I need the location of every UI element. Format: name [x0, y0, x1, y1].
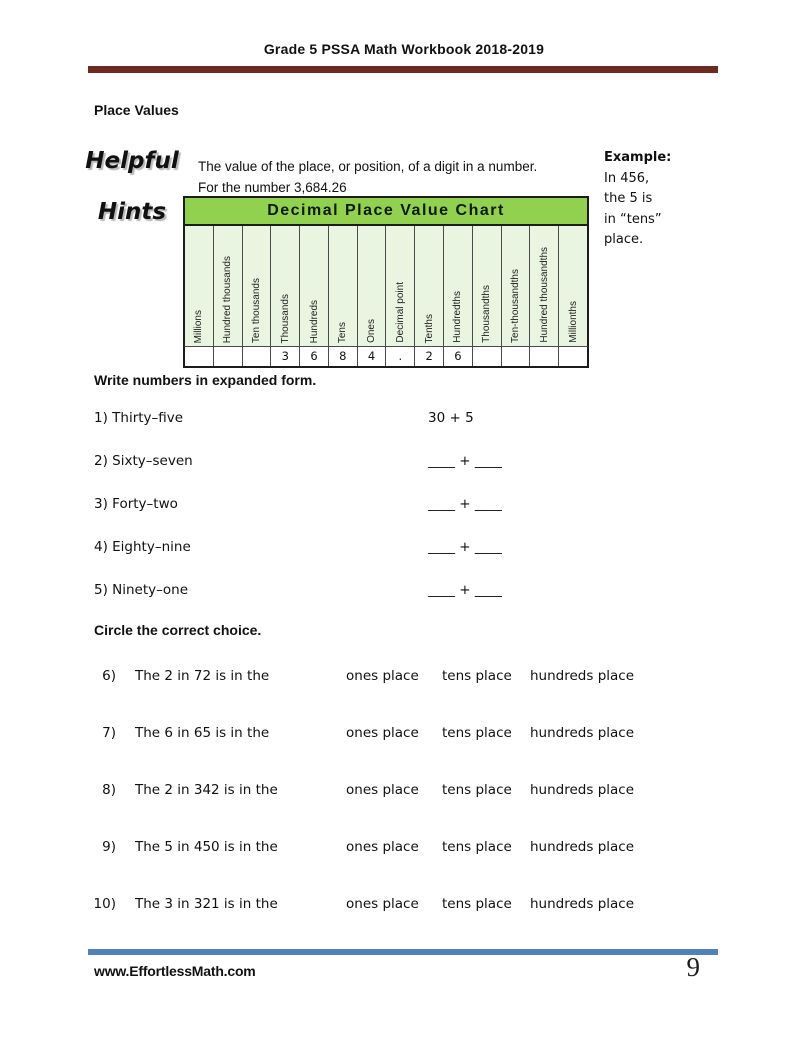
item-answer-blank: ____ + ____: [428, 496, 502, 512]
chart-column-header-cell: [243, 226, 272, 346]
chart-column-header-cell: [444, 226, 473, 346]
item-label: Thirty–five: [112, 410, 184, 426]
chart-digit-cell: .: [386, 347, 415, 366]
expanded-form-item: [94, 496, 502, 512]
chart-column-header-cell: [300, 226, 329, 346]
choice-tens-place: tens place: [442, 668, 512, 684]
expanded-form-item: [94, 539, 502, 555]
circle-choice-item: [92, 725, 635, 742]
chart-column-header-cell: [473, 226, 502, 346]
expanded-form-item: [94, 410, 474, 426]
chart-column-label: Hundredths: [452, 291, 464, 343]
choice-ones-place: ones place: [346, 782, 419, 798]
place-value-chart: [183, 196, 589, 368]
chart-column-label: Tenths: [423, 313, 435, 343]
question-text: The 6 in 65 is in the: [135, 725, 270, 741]
circle-choice-item: [92, 782, 635, 799]
chart-digit-cell: [243, 347, 272, 366]
question-text: The 2 in 342 is in the: [135, 782, 278, 798]
chart-digit-cell: [185, 347, 214, 366]
page-header-title: Grade 5 PSSA Math Workbook 2018-2019: [263, 41, 545, 57]
chart-column-label: Hundred thousandths: [538, 247, 550, 343]
expanded-form-heading: Write numbers in expanded form.: [94, 372, 317, 388]
example-line: the 5 is: [604, 191, 653, 206]
item-label: Eighty–nine: [112, 539, 191, 555]
chart-column-label: Thousands: [279, 293, 291, 343]
item-number: 2): [94, 453, 108, 469]
page-number: 9: [686, 952, 700, 982]
chart-digit-cell: 4: [358, 347, 387, 366]
chart-digit-cell: [473, 347, 502, 366]
chart-digit-cell: 2: [415, 347, 444, 366]
choice-tens-place: tens place: [442, 896, 512, 912]
choice-ones-place: ones place: [346, 839, 419, 855]
chart-digit-cell: 3: [271, 347, 300, 366]
example-line: place.: [604, 232, 644, 247]
chart-column-header-cell: [271, 226, 300, 346]
header-rule: [88, 66, 718, 73]
choice-ones-place: ones place: [346, 896, 419, 912]
chart-column-header-cell: [386, 226, 415, 346]
item-number: 5): [94, 582, 108, 598]
item-label: Ninety–one: [112, 582, 189, 598]
expanded-form-list: [94, 410, 502, 598]
example-box: [604, 148, 744, 251]
chart-column-label: Thousandths: [481, 285, 493, 343]
example-line: in “tens”: [604, 211, 662, 227]
item-label: Forty–two: [112, 496, 178, 512]
place-value-chart-title: Decimal Place Value Chart: [183, 196, 589, 226]
chart-column-label: Millions: [193, 309, 205, 343]
question-text: The 3 in 321 is in the: [135, 896, 278, 912]
circle-choice-item: [92, 896, 635, 913]
chart-column-label: Tens: [337, 321, 349, 343]
hint-intro-text: [198, 156, 537, 198]
choice-hundreds-place: hundreds place: [530, 668, 635, 684]
chart-values-row: [183, 346, 589, 368]
item-answer-blank: ____ + ____: [428, 539, 502, 555]
hint-intro-line2: For the number 3,684.26: [198, 180, 347, 195]
question-number: 8): [102, 782, 116, 798]
chart-column-header-cell: [559, 226, 587, 346]
question-number: 6): [102, 668, 116, 684]
item-answer-blank: ____ + ____: [428, 582, 502, 598]
item-answer-blank: 30 + 5: [428, 410, 474, 426]
choice-hundreds-place: hundreds place: [530, 839, 635, 855]
circle-choice-heading: Circle the correct choice.: [94, 622, 262, 638]
chart-column-header-cell: [415, 226, 444, 346]
choice-tens-place: tens place: [442, 839, 512, 855]
chart-column-header-cell: [530, 226, 559, 346]
chart-column-label: Hundred thousands: [222, 255, 234, 343]
item-number: 1): [94, 410, 108, 426]
expanded-form-item: [94, 453, 502, 469]
chart-digit-cell: [530, 347, 559, 366]
circle-choice-list: [92, 668, 635, 953]
chart-column-label: Millionths: [567, 301, 579, 343]
chart-digit-cell: [559, 347, 587, 366]
example-line: In 456,: [604, 170, 650, 186]
chart-digit-cell: [502, 347, 531, 366]
choice-hundreds-place: hundreds place: [530, 782, 635, 798]
footer-website: www.EffortlessMath.com: [94, 963, 256, 979]
helpful-hints-label-line1: Helpful: [85, 148, 179, 174]
choice-hundreds-place: hundreds place: [530, 896, 635, 912]
question-text: The 5 in 450 is in the: [135, 839, 278, 855]
circle-choice-item: [92, 668, 635, 685]
question-number: 9): [102, 839, 116, 855]
item-answer-blank: ____ + ____: [428, 453, 502, 469]
circle-choice-item: [92, 839, 635, 856]
choice-ones-place: ones place: [346, 725, 419, 741]
question-number: 10): [93, 896, 116, 912]
choice-ones-place: ones place: [346, 668, 419, 684]
choice-tens-place: tens place: [442, 725, 512, 741]
chart-column-header-cell: [185, 226, 214, 346]
chart-column-label: Ten-thousandths: [509, 269, 521, 343]
question-number: 7): [102, 725, 116, 741]
item-label: Sixty–seven: [112, 453, 193, 469]
chart-columns: [183, 226, 589, 346]
chart-column-label: Ones: [366, 319, 378, 343]
chart-digit-cell: 6: [444, 347, 473, 366]
chart-column-header-cell: [214, 226, 243, 346]
chart-column-header-cell: [358, 226, 387, 346]
chart-digit-cell: 6: [300, 347, 329, 366]
chart-column-header-cell: [329, 226, 358, 346]
chart-digit-cell: [214, 347, 243, 366]
item-number: 3): [94, 496, 108, 512]
choice-hundreds-place: hundreds place: [530, 725, 635, 741]
choice-tens-place: tens place: [442, 782, 512, 798]
chart-column-header-cell: [502, 226, 531, 346]
section-title: Place Values: [94, 102, 179, 118]
item-number: 4): [94, 539, 108, 555]
hint-intro-line1: The value of the place, or position, of a digit in a number.: [198, 159, 538, 174]
footer-rule: [88, 949, 718, 955]
helpful-hints-label-line2: Hints: [97, 199, 167, 225]
chart-column-label: Hundreds: [308, 299, 320, 343]
chart-digit-cell: 8: [329, 347, 358, 366]
chart-column-label: Ten thousands: [250, 277, 262, 343]
expanded-form-item: [94, 582, 502, 598]
chart-column-label: Decimal point: [394, 282, 406, 343]
question-text: The 2 in 72 is in the: [135, 668, 270, 684]
example-title: Example:: [604, 150, 672, 165]
